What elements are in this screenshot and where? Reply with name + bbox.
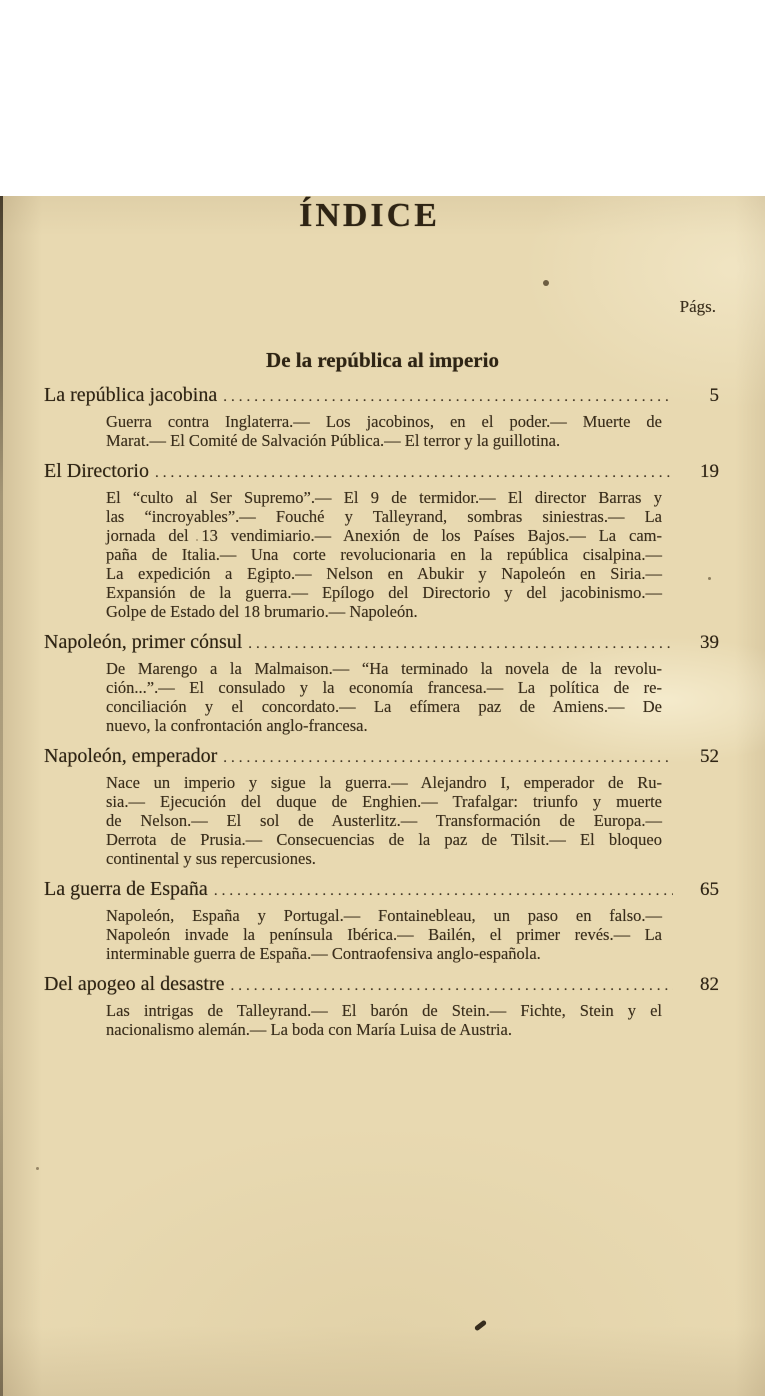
description-line: Guerra contra Inglaterra.— Los jacobinos, en el poder.— Muerte de [106, 412, 662, 431]
dot-leader [214, 879, 673, 904]
toc-entry-description [106, 412, 662, 450]
description-line: paña de Italia.— Una corte revolucionaria en la república cisalpina.— [106, 545, 662, 564]
toc-entry-page-number: 82 [700, 974, 719, 995]
toc-entry [0, 972, 765, 1039]
toc-entry [0, 744, 765, 868]
dot-leader [155, 461, 673, 486]
toc-entry-title: Napoleón, primer cónsul [44, 631, 243, 653]
description-line: El “culto al Ser Supremo”.— El 9 de termidor.— El director Barras y [106, 488, 662, 507]
toc-entry-description [106, 488, 662, 621]
toc-entry-title: Del apogeo al desastre [44, 973, 225, 995]
dot-leader [248, 632, 673, 657]
description-line: ción...”.— El consulado y la economía francesa.— La política de re- [106, 678, 662, 697]
description-line: Expansión de la guerra.— Epílogo del Directorio y del jacobinismo.— [106, 583, 662, 602]
page-binding-edge [0, 196, 3, 1396]
section-heading: De la república al imperio [266, 348, 499, 372]
toc-entry-description [106, 773, 662, 868]
ink-speck [474, 1320, 487, 1332]
pages-column-label: Págs. [679, 297, 716, 316]
ink-speck [543, 280, 549, 286]
description-line: las “incroyables”.— Fouché y Talleyrand, sombras siniestras.— La [106, 507, 662, 526]
toc-entry-head [0, 459, 765, 486]
description-line: Las intrigas de Talleyrand.— El barón de Stein.— Fichte, Stein y el [106, 1001, 662, 1020]
description-line: De Marengo a la Malmaison.— “Ha terminado la novela de la revolu- [106, 659, 662, 678]
description-line: Napoleón, España y Portugal.— Fontainebleau, un paso en falso.— [106, 906, 662, 925]
description-line: La expedición a Egipto.— Nelson en Abukir y Napoleón en Siria.— [106, 564, 662, 583]
dot-leader [230, 974, 673, 999]
description-line: nuevo, la confrontación anglo-francesa. [106, 716, 368, 735]
toc-entry-title: Napoleón, emperador [44, 745, 218, 767]
scanned-book-page [0, 196, 765, 1396]
description-line: jornada del 13 vendimiario.— Anexión de los Países Bajos.— La cam- [106, 526, 662, 545]
ink-speck [708, 577, 711, 580]
toc-entry-description [106, 1001, 662, 1039]
description-line: continental y sus repercusiones. [106, 849, 316, 868]
ink-speck [196, 539, 198, 541]
toc-entry-page-number: 65 [700, 879, 719, 900]
toc-entry-page-number: 39 [700, 632, 719, 653]
description-line: Golpe de Estado del 18 brumario.— Napoleón. [106, 602, 418, 621]
dot-leader [223, 385, 673, 410]
toc-entry [0, 459, 765, 621]
toc-entry-page-number: 5 [709, 385, 719, 406]
toc-entry-title: La guerra de España [44, 878, 208, 900]
description-line: sia.— Ejecución del duque de Enghien.— Trafalgar: triunfo y muerte [106, 792, 662, 811]
toc-entry-title: El Directorio [44, 460, 149, 482]
toc-entry [0, 630, 765, 735]
toc-entry-page-number: 19 [700, 461, 719, 482]
description-line: Derrota de Prusia.— Consecuencias de la paz de Tilsit.— El bloqueo [106, 830, 662, 849]
page-title: ÍNDICE [299, 197, 440, 234]
toc-entry-head [0, 877, 765, 904]
ink-speck [36, 1167, 39, 1170]
toc-entry-page-number: 52 [700, 746, 719, 767]
toc-entry-head [0, 630, 765, 657]
description-line: Nace un imperio y sigue la guerra.— Alejandro I, emperador de Ru- [106, 773, 662, 792]
toc-entry-head [0, 744, 765, 771]
toc-entry-description [106, 906, 662, 963]
description-line: conciliación y el concordato.— La efímera paz de Amiens.— De [106, 697, 662, 716]
description-line: interminable guerra de España.— Contraofensiva anglo-española. [106, 944, 541, 963]
toc-entry [0, 877, 765, 963]
description-line: Napoleón invade la península Ibérica.— Bailén, el primer revés.— La [106, 925, 662, 944]
toc-entry-title: La república jacobina [44, 384, 218, 406]
description-line: nacionalismo alemán.— La boda con María Luisa de Austria. [106, 1020, 512, 1039]
dot-leader [223, 746, 673, 771]
toc-entry [0, 383, 765, 450]
toc-entry-description [106, 659, 662, 735]
toc-entry-head [0, 972, 765, 999]
description-line: Marat.— El Comité de Salvación Pública.— El terror y la guillotina. [106, 431, 561, 450]
toc-list [0, 383, 765, 1039]
description-line: de Nelson.— El sol de Austerlitz.— Transformación de Europa.— [106, 811, 662, 830]
toc-entry-head [0, 383, 765, 410]
